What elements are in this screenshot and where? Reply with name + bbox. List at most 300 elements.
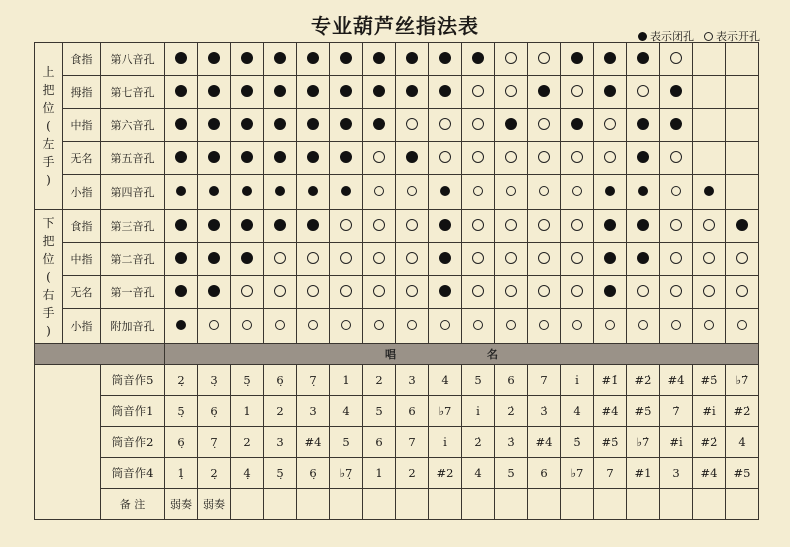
open-hole-icon [506,186,516,196]
open-hole-icon [505,252,517,264]
open-hole-icon [737,320,747,330]
hole-cell [330,309,363,344]
hole-cell [198,175,231,210]
note-cell: #5̇ [693,365,726,396]
note-cell: 6 [396,396,429,427]
note-cell: #5̇ [594,427,627,458]
closed-hole-icon [637,151,649,163]
open-hole-icon [704,32,713,41]
hole-cell [693,175,726,210]
open-hole-icon [538,52,550,64]
open-hole-icon [671,186,681,196]
closed-hole-icon [274,118,286,130]
closed-hole-icon [208,151,220,163]
hole-cell [330,109,363,142]
hole-cell [627,142,660,175]
closed-hole-icon [736,219,748,231]
closed-hole-icon [406,85,418,97]
remark-cell: 弱奏 [165,489,198,520]
note-cell: #5̇ [627,396,660,427]
note-cell: #5 [726,458,759,489]
finger-label: 无名 [63,276,101,309]
note-cell: 4 [429,365,462,396]
remark-cell [594,489,627,520]
hole-cell [363,142,396,175]
closed-hole-icon [241,151,253,163]
hole-cell [165,43,198,76]
note-cell: 5 [462,365,495,396]
hole-cell [660,43,693,76]
note-cell: 6̣ [198,396,231,427]
note-cell: 5 [363,396,396,427]
hole-cell [660,109,693,142]
hole-cell [429,109,462,142]
hole-cell [231,243,264,276]
hole-cell [198,109,231,142]
note-cell: 4̇ [561,396,594,427]
open-hole-icon [670,52,682,64]
hole-cell [660,210,693,243]
closed-hole-icon [439,219,451,231]
note-cell: 1 [330,365,363,396]
note-cell: 1 [231,396,264,427]
note-cell: #2̇ [726,396,759,427]
open-hole-icon [374,186,384,196]
hole-cell [198,276,231,309]
open-hole-icon [307,285,319,297]
note-cell: 6 [495,365,528,396]
note-cell: #1̇ [594,365,627,396]
note-cell: 2 [363,365,396,396]
hole-cell [528,109,561,142]
hole-cell [198,243,231,276]
closed-hole-icon [175,52,187,64]
note-cell: #4̇ [528,427,561,458]
hole-label: 第六音孔 [101,109,165,142]
hole-label: 第一音孔 [101,276,165,309]
closed-hole-icon [241,219,253,231]
closed-hole-icon [638,186,648,196]
closed-hole-icon [373,85,385,97]
hole-cell [297,76,330,109]
closed-hole-icon [208,219,220,231]
hole-cell [561,210,594,243]
hole-cell [726,43,759,76]
closed-hole-icon [637,52,649,64]
hole-cell [594,210,627,243]
open-hole-icon [571,285,583,297]
hole-cell [429,243,462,276]
hole-cell [231,210,264,243]
closed-hole-icon [209,186,219,196]
open-hole-icon [505,151,517,163]
note-cell: 2̇ [495,396,528,427]
hole-cell [462,175,495,210]
remark-cell [561,489,594,520]
open-hole-icon [373,285,385,297]
open-hole-icon [374,320,384,330]
note-cell: #2̇ [627,365,660,396]
hole-cell [363,109,396,142]
hole-cell [165,76,198,109]
closed-hole-icon [604,252,616,264]
closed-hole-icon [175,118,187,130]
hole-cell [462,76,495,109]
open-hole-icon [505,85,517,97]
hole-cell [297,210,330,243]
remark-cell [462,489,495,520]
closed-hole-icon [373,52,385,64]
closed-hole-icon [340,85,352,97]
hole-cell [528,243,561,276]
open-hole-icon [307,252,319,264]
open-hole-icon [473,186,483,196]
hole-cell [627,276,660,309]
hole-cell [264,210,297,243]
note-cell: 3 [297,396,330,427]
closed-hole-icon [241,85,253,97]
note-cell: ♭7̣ [330,458,363,489]
open-hole-icon [572,186,582,196]
hole-cell [297,109,330,142]
open-hole-icon [538,118,550,130]
hole-cell [561,109,594,142]
open-hole-icon [506,320,516,330]
hole-cell [198,43,231,76]
remark-label: 备 注 [101,489,165,520]
closed-hole-icon [208,52,220,64]
open-hole-icon [539,320,549,330]
hole-cell [396,43,429,76]
hole-cell [693,210,726,243]
hole-cell [495,276,528,309]
open-hole-icon [242,320,252,330]
hole-cell [726,210,759,243]
hole-cell [693,309,726,344]
note-cell: #1 [627,458,660,489]
hole-cell [165,142,198,175]
open-hole-icon [505,219,517,231]
closed-hole-icon [242,186,252,196]
open-hole-icon [670,151,682,163]
note-cell: 2̇ [462,427,495,458]
open-hole-icon [340,252,352,264]
hand-group-label: 上 把 位 ( 左 手 ) [35,43,63,210]
closed-hole-icon [208,118,220,130]
open-hole-icon [670,219,682,231]
hole-cell [627,109,660,142]
hole-cell [528,210,561,243]
closed-hole-icon [340,151,352,163]
hole-label: 第七音孔 [101,76,165,109]
hole-cell [594,309,627,344]
closed-hole-icon [637,219,649,231]
closed-hole-icon [505,118,517,130]
closed-hole-icon [439,285,451,297]
note-cell: #4 [693,458,726,489]
hole-cell [462,142,495,175]
hole-cell [165,210,198,243]
hole-cell [660,276,693,309]
note-cell: 2 [264,396,297,427]
hole-cell [561,76,594,109]
remark-cell [330,489,363,520]
closed-hole-icon [538,85,550,97]
note-cell: 7̣ [297,365,330,396]
closed-hole-icon [340,118,352,130]
remark-cell [693,489,726,520]
hole-cell [462,210,495,243]
hole-cell [495,175,528,210]
closed-hole-icon [605,186,615,196]
finger-label: 小指 [63,309,101,344]
hole-cell [198,309,231,344]
note-cell: i̇ [462,396,495,427]
hole-cell [627,76,660,109]
hole-cell [429,309,462,344]
open-hole-icon [704,320,714,330]
hole-cell [528,276,561,309]
hole-cell [528,76,561,109]
hole-cell [165,309,198,344]
hole-cell [462,243,495,276]
open-hole-icon [340,219,352,231]
open-hole-icon [571,219,583,231]
hole-cell [462,276,495,309]
open-hole-icon [538,285,550,297]
hole-cell [165,175,198,210]
remark-cell: 弱奏 [198,489,231,520]
note-cell: 6̣ [165,427,198,458]
note-cell: 6 [528,458,561,489]
open-hole-icon [439,118,451,130]
remark-cell [297,489,330,520]
finger-label: 拇指 [63,76,101,109]
note-cell: i̇ [561,365,594,396]
hole-cell [429,276,462,309]
note-cell: 3̇ [495,427,528,458]
closed-hole-icon [307,219,319,231]
hole-cell [330,276,363,309]
hole-label: 第八音孔 [101,43,165,76]
open-hole-icon [604,151,616,163]
hole-cell [726,76,759,109]
open-hole-icon [473,320,483,330]
hole-cell [627,43,660,76]
closed-hole-icon [406,52,418,64]
hole-cell [396,76,429,109]
open-hole-icon [274,252,286,264]
hole-cell [264,109,297,142]
hole-label: 第二音孔 [101,243,165,276]
open-hole-icon [571,151,583,163]
hole-cell [264,43,297,76]
note-cell: 4̣ [231,458,264,489]
open-hole-icon [505,52,517,64]
remark-cell [627,489,660,520]
hole-cell [165,109,198,142]
open-hole-icon [637,85,649,97]
open-hole-icon [571,252,583,264]
hole-cell [726,276,759,309]
hole-cell [297,142,330,175]
hole-cell [396,276,429,309]
hole-cell [495,43,528,76]
note-cell: 3 [264,427,297,458]
hole-cell [561,142,594,175]
note-cell: ♭7 [561,458,594,489]
hole-cell [396,309,429,344]
hole-cell [726,243,759,276]
closed-hole-icon [175,151,187,163]
open-hole-icon [605,320,615,330]
hole-cell [297,309,330,344]
hole-cell [462,109,495,142]
hole-cell [330,175,363,210]
hole-cell [363,76,396,109]
hole-cell [594,109,627,142]
hole-cell [594,43,627,76]
note-row-label: 筒音作2 [101,427,165,458]
closed-hole-icon [208,85,220,97]
closed-hole-icon [307,151,319,163]
open-hole-icon [472,285,484,297]
open-hole-icon [275,320,285,330]
closed-hole-icon [274,52,286,64]
closed-hole-icon [176,186,186,196]
hole-cell [264,175,297,210]
hole-cell [363,309,396,344]
note-cell: #4̇ [594,396,627,427]
hole-cell [561,243,594,276]
hole-cell [594,243,627,276]
remark-cell [660,489,693,520]
open-hole-icon [670,252,682,264]
hole-cell [660,142,693,175]
note-cell: 4 [462,458,495,489]
hole-cell [330,243,363,276]
hole-cell [660,76,693,109]
hole-cell [231,109,264,142]
closed-hole-icon [472,52,484,64]
open-hole-icon [406,252,418,264]
finger-label: 无名 [63,142,101,175]
hole-cell [330,210,363,243]
open-hole-icon [440,320,450,330]
hole-cell [627,175,660,210]
closed-hole-icon [307,118,319,130]
legend-open-label: 表示开孔 [716,30,760,43]
hole-cell [231,276,264,309]
hole-cell [462,309,495,344]
hole-cell [693,43,726,76]
hole-cell [693,109,726,142]
hole-cell [396,243,429,276]
open-hole-icon [341,320,351,330]
open-hole-icon [406,285,418,297]
hole-cell [330,142,363,175]
closed-hole-icon [637,252,649,264]
open-hole-icon [407,186,417,196]
open-hole-icon [538,252,550,264]
hole-cell [495,309,528,344]
note-cell: 5̣ [264,458,297,489]
note-cell: #i̇ [693,396,726,427]
hole-cell [396,175,429,210]
finger-label: 中指 [63,109,101,142]
note-cell: 2 [231,427,264,458]
hole-cell [264,276,297,309]
hole-cell [363,276,396,309]
open-hole-icon [373,219,385,231]
note-cell: #4̇ [660,365,693,396]
closed-hole-icon [175,85,187,97]
hole-cell [495,109,528,142]
hole-cell [198,142,231,175]
open-hole-icon [638,320,648,330]
open-hole-icon [604,118,616,130]
open-hole-icon [670,285,682,297]
open-hole-icon [472,219,484,231]
note-cell: 7 [528,365,561,396]
hole-cell [561,309,594,344]
note-cell: 6 [363,427,396,458]
note-cell: 7 [594,458,627,489]
closed-hole-icon [175,219,187,231]
closed-hole-icon [274,219,286,231]
closed-hole-icon [439,252,451,264]
hole-cell [627,210,660,243]
note-cell: 5̣ [231,365,264,396]
hole-cell [231,175,264,210]
note-cell: #i̇ [660,427,693,458]
remark-cell [429,489,462,520]
note-cell: 7̇ [660,396,693,427]
hole-cell [429,175,462,210]
open-hole-icon [539,186,549,196]
open-hole-icon [538,219,550,231]
note-cell: 6̣ [297,458,330,489]
closed-hole-icon [604,219,616,231]
closed-hole-icon [406,151,418,163]
hole-cell [693,243,726,276]
closed-hole-icon [638,32,647,41]
note-cell: ♭7 [429,396,462,427]
note-blank [35,365,101,520]
open-hole-icon [571,85,583,97]
note-cell: 5 [495,458,528,489]
hole-cell [660,243,693,276]
note-cell: 3̣ [198,365,231,396]
note-cell: 2̣ [198,458,231,489]
remark-cell [528,489,561,520]
open-hole-icon [703,219,715,231]
note-cell: 7 [396,427,429,458]
hole-cell [693,276,726,309]
hole-cell [264,243,297,276]
closed-hole-icon [439,85,451,97]
hole-cell [726,109,759,142]
open-hole-icon [209,320,219,330]
closed-hole-icon [274,85,286,97]
hole-cell [726,175,759,210]
fingering-table [34,42,759,520]
open-hole-icon [637,285,649,297]
open-hole-icon [472,118,484,130]
closed-hole-icon [241,118,253,130]
note-cell: 2̣ [165,365,198,396]
closed-hole-icon [208,252,220,264]
